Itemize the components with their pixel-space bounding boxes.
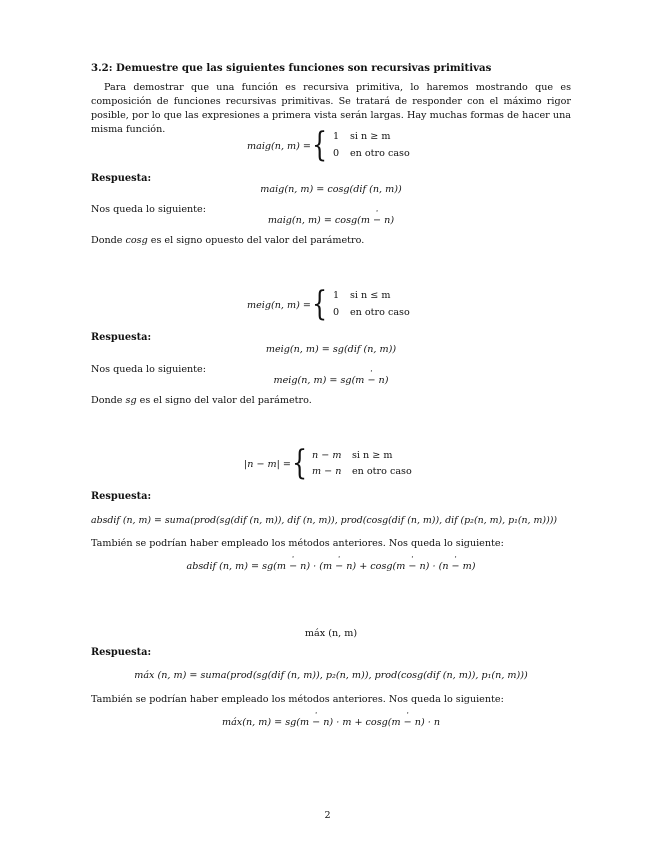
absdif-case2-condition: en otro caso [352, 466, 412, 477]
tambien-2: También se podrían haber empleado los métodos anteriores. Nos queda lo siguiente: [91, 694, 504, 705]
intro-paragraph: Para demostrar que una función es recursiva primitiva, lo haremos mostrando que es composición de funciones recursivas primitivas. Se tratará de responder con el máximo rigor posible, por lo que las expresiones a primera vista serán largas. Hay muchas formas de hacer una misma función. [91, 82, 571, 135]
maig-case1-condition: si n ≥ m [350, 131, 391, 142]
meig-brace: { [312, 284, 328, 324]
maig-case1-value: 1 [333, 131, 340, 142]
nos-queda-2: Nos queda lo siguiente: [91, 364, 206, 375]
max-result: máx(n, m) = sg(m · − n) · m + cosg(m · − n) · n [91, 717, 571, 728]
respuesta-label-2: Respuesta: [91, 332, 152, 343]
absdif-brace: { [292, 443, 308, 483]
respuesta-label-1: Respuesta: [91, 173, 152, 184]
maig-case2-condition: en otro caso [350, 148, 410, 159]
meig-answer: meig(n, m) = sg(dif (n, m)) [265, 344, 397, 355]
absdif-lhs: |n − m| = [244, 459, 291, 470]
absdif-case1-condition: si n ≥ m [352, 450, 393, 461]
absdif-answer: absdif (n, m) = suma(prod(sg(dif (n, m)), dif (n, m)), prod(cosg(dif (n, m)), dif (p₂(n, m), p₁(n, m)))) [91, 515, 558, 526]
meig-result: meig(n, m) = sg(m · − n) [91, 375, 571, 386]
max-title: máx (n, m) [304, 628, 358, 639]
meig-lhs: meig(n, m) = [247, 300, 311, 311]
absdif-result: absdif (n, m) = sg(m · − n) · (m · − n) + cosg(m · − n) · (n · − m) [91, 561, 571, 572]
meig-case2-condition: en otro caso [350, 307, 410, 318]
meig-case2-value: 0 [333, 307, 340, 318]
nos-queda-1: Nos queda lo siguiente: [91, 204, 206, 215]
section-heading: 3.2: Demuestre que las siguientes funciones son recursivas primitivas [91, 62, 492, 74]
meig-case1-value: 1 [333, 290, 340, 301]
meig-case1-condition: si n ≤ m [350, 290, 391, 301]
maig-note: Donde cosg es el signo opuesto del valor del parámetro. [91, 235, 365, 246]
absdif-case1-value: n − m [312, 450, 342, 461]
maig-result: maig(n, m) = cosg(m · − n) [91, 215, 571, 226]
maig-answer: maig(n, m) = cosg(dif (n, m)) [260, 184, 402, 195]
maig-case2-value: 0 [333, 148, 340, 159]
tambien-1: También se podrían haber empleado los métodos anteriores. Nos queda lo siguiente: [91, 538, 504, 549]
respuesta-label-4: Respuesta: [91, 647, 152, 658]
max-answer: máx (n, m) = suma(prod(sg(dif (n, m)), p₂(n, m)), prod(cosg(dif (n, m)), p₁(n, m))) [134, 670, 528, 681]
maig-lhs: maig(n, m) = [247, 141, 311, 152]
maig-brace: { [312, 125, 328, 165]
absdif-case2-value: m − n [312, 466, 342, 477]
page-number: 2 [324, 810, 331, 821]
meig-note: Donde sg es el signo del valor del parámetro. [91, 395, 312, 406]
respuesta-label-3: Respuesta: [91, 491, 152, 502]
